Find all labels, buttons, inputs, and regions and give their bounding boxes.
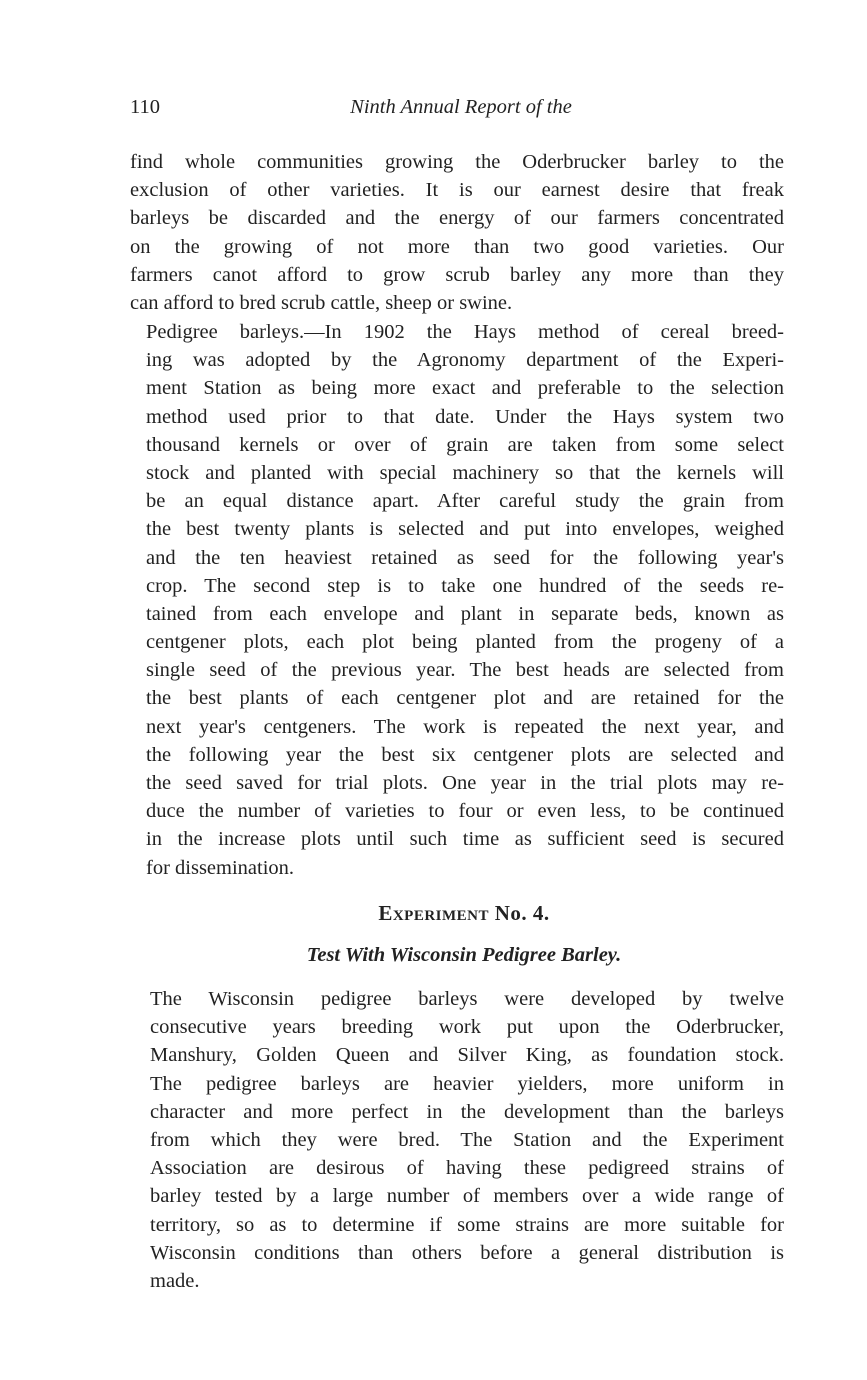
paragraph-pedigree-barleys <box>130 318 784 882</box>
text-line: next year's centgeners. The work is repeated the next year, and <box>146 715 784 738</box>
text-line: the best twenty plants is selected and put into envelopes, weighed <box>146 518 784 541</box>
text-line: duce the number of varieties to four or even less, to be continued <box>146 800 784 823</box>
text-line: stock and planted with special machinery so that the kernels will <box>146 461 784 484</box>
text-line: barleys be discarded and the energy of our farmers concentrated <box>130 207 784 230</box>
text-line: The Wisconsin pedigree barleys were developed by twelve <box>150 988 784 1010</box>
text-line: from which they were bred. The Station and the Experiment <box>150 1128 784 1151</box>
text-line: and the ten heaviest retained as seed for the following year's <box>146 546 784 569</box>
text-line: on the growing of not more than two good varieties. Our <box>130 235 784 258</box>
text-line: centgener plots, each plot being planted from the progeny of a <box>146 631 784 654</box>
text-line: tained from each envelope and plant in separate beds, known as <box>146 602 784 625</box>
text-line: the seed saved for trial plots. One year in the trial plots may re- <box>146 772 784 794</box>
text-line: barley tested by a large number of members over a wide range of <box>150 1185 784 1208</box>
experiment-heading <box>130 901 784 926</box>
text-line: ment Station as being more exact and preferable to the selection <box>146 377 784 400</box>
text-line: ing was adopted by the Agronomy department of the Experi- <box>146 349 784 372</box>
text-line: the following year the best six centgener plots are selected and <box>146 743 784 766</box>
experiment-subtitle: Test With Wisconsin Pedigree Barley. <box>306 944 622 966</box>
text-line: Association are desirous of having these pedigreed strains of <box>150 1157 784 1180</box>
text-line: be an equal distance apart. After careful study the grain from <box>146 490 784 513</box>
text-line: farmers canot afford to grow scrub barley any more than they <box>130 263 784 286</box>
experiment-heading-word: Experiment <box>378 901 489 925</box>
text-line: character and more perfect in the development than the barleys <box>150 1100 784 1123</box>
running-title: Ninth Annual Report of the <box>350 96 572 118</box>
text-line: thousand kernels or over of grain are taken from some select <box>146 433 784 456</box>
text-line: The pedigree barleys are heavier yielders, more uniform in <box>150 1072 784 1095</box>
running-head <box>130 96 784 126</box>
text-line: the best plants of each centgener plot and are retained for the <box>146 687 784 710</box>
text-line: Wisconsin conditions than others before a general distribution is <box>150 1241 784 1264</box>
text-line: in the increase plots until such time as sufficient seed is secured <box>146 828 784 851</box>
paragraph-wisconsin-pedigree <box>130 985 784 1295</box>
text-line: Pedigree barleys.—In 1902 the Hays method of cereal breed- <box>146 321 784 343</box>
paragraph-oderbrucker <box>130 148 784 317</box>
page-number: 110 <box>130 96 160 118</box>
text-line: can afford to bred scrub cattle, sheep or swine. <box>130 291 513 314</box>
text-line: territory, so as to determine if some strains are more suitable for <box>150 1213 784 1236</box>
text-line: made. <box>150 1269 200 1292</box>
experiment-heading-number: No. 4. <box>494 901 550 925</box>
text-line: find whole communities growing the Oderbrucker barley to the <box>130 151 784 173</box>
text-line: crop. The second step is to take one hundred of the seeds re- <box>146 574 784 597</box>
text-line: exclusion of other varieties. It is our earnest desire that freak <box>130 179 784 202</box>
text-line: method used prior to that date. Under the Hays system two <box>146 405 784 428</box>
text-line: for dissemination. <box>146 856 295 879</box>
text-line: single seed of the previous year. The best heads are selected from <box>146 659 784 682</box>
text-line: consecutive years breeding work put upon the Oderbrucker, <box>150 1016 784 1039</box>
text-line: Manshury, Golden Queen and Silver King, as foundation stock. <box>150 1044 784 1067</box>
